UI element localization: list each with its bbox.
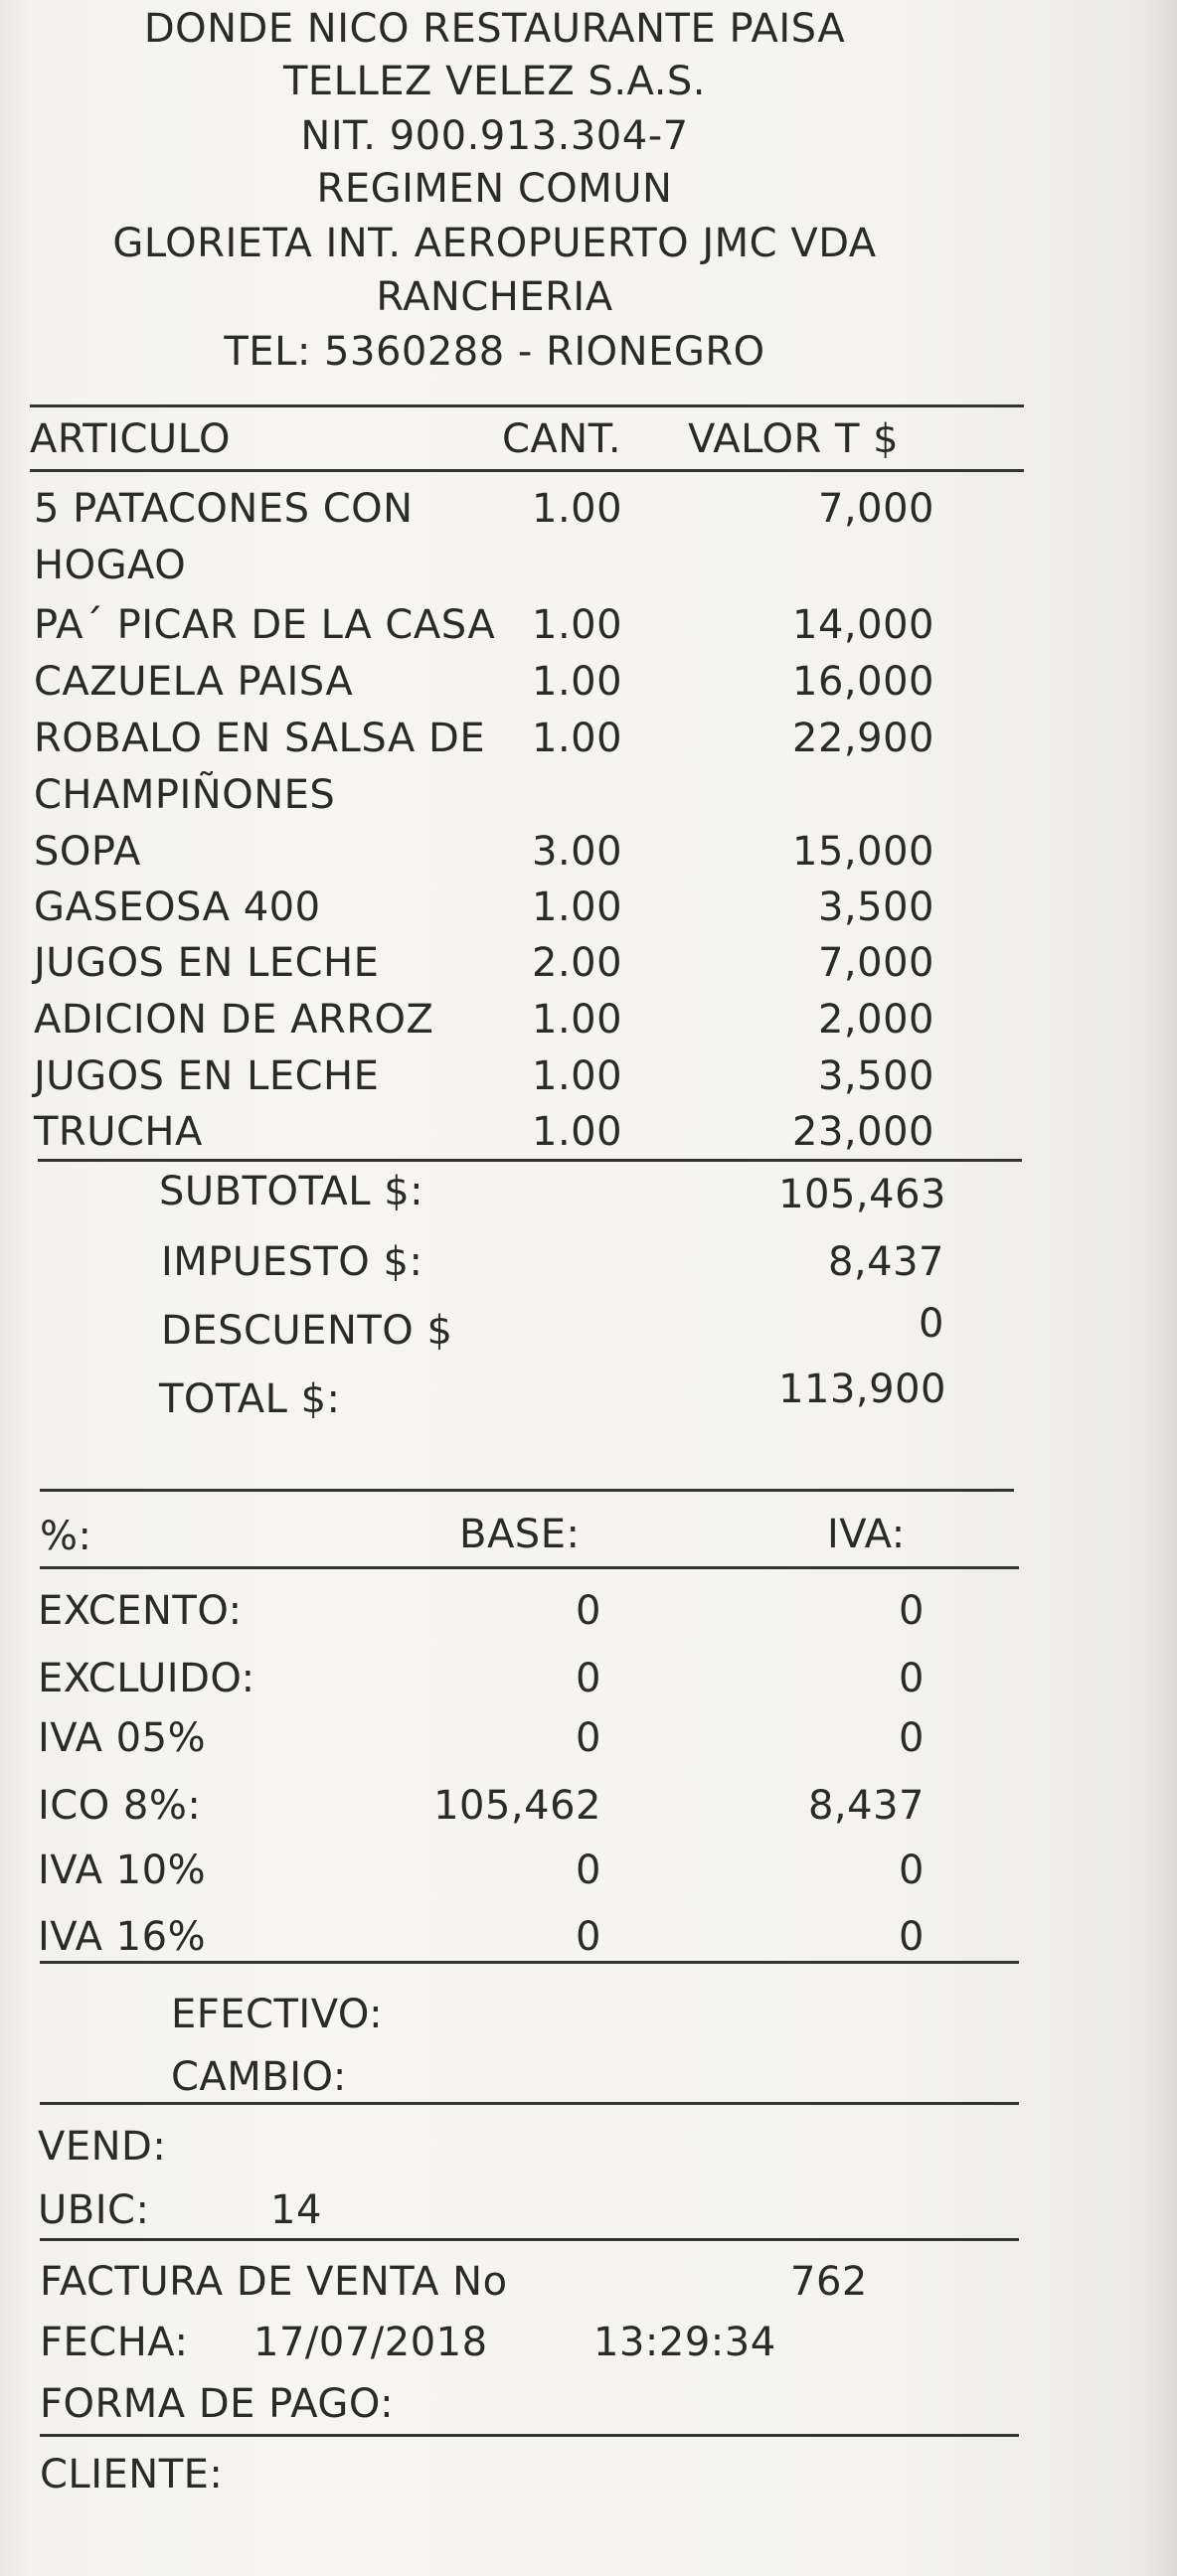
item-qty: 1.00 — [532, 1109, 623, 1155]
item-qty: 1.00 — [532, 602, 623, 648]
item-qty: 1.00 — [532, 716, 623, 761]
item-name: CAZUELA PAISA — [34, 659, 354, 705]
invoice-label: FACTURA DE VENTA No — [40, 2259, 508, 2305]
item-name-cont: CHAMPIÑONES — [34, 772, 336, 818]
item-qty: 1.00 — [532, 1053, 623, 1099]
item-name: JUGOS EN LECHE — [34, 940, 380, 986]
item-value: 22,900 — [792, 716, 934, 761]
item-qty: 2.00 — [532, 940, 623, 986]
tax-row-label: IVA 05% — [38, 1715, 207, 1761]
tax-row-base: 0 — [576, 1656, 601, 1701]
item-qty: 1.00 — [532, 885, 623, 930]
date-label: FECHA: — [40, 2320, 189, 2365]
divider — [38, 1159, 1022, 1162]
tax-col-base: BASE: — [459, 1512, 581, 1557]
tax-row-base: 105,462 — [433, 1783, 601, 1829]
item-name: PA´ PICAR DE LA CASA — [34, 602, 496, 648]
seller-label: VEND: — [38, 2124, 167, 2170]
divider — [40, 1489, 1014, 1492]
tax-row-base: 0 — [576, 1848, 601, 1893]
item-value: 15,000 — [792, 829, 934, 875]
divider — [40, 2434, 1019, 2437]
invoice-number: 762 — [790, 2259, 868, 2305]
tax-row-base: 0 — [576, 1914, 601, 1960]
tax-row-iva: 0 — [899, 1588, 925, 1634]
item-name: SOPA — [34, 829, 141, 875]
payment-method-label: FORMA DE PAGO: — [40, 2381, 395, 2427]
column-article: ARTICULO — [30, 416, 232, 462]
divider — [30, 404, 1024, 407]
tax-row-iva: 0 — [899, 1715, 925, 1761]
tax-row-base: 0 — [576, 1715, 601, 1761]
cash-label: EFECTIVO: — [171, 1992, 384, 2037]
item-value: 16,000 — [792, 659, 934, 705]
tax-row-label: IVA 16% — [38, 1914, 207, 1960]
tax-row-label: EXCLUIDO: — [38, 1656, 255, 1701]
tax-row-iva: 0 — [899, 1848, 925, 1893]
total-label: TOTAL $: — [159, 1376, 341, 1422]
item-name: TRUCHA — [34, 1109, 203, 1155]
divider — [40, 1961, 1019, 1964]
tax-col-pct: %: — [40, 1514, 92, 1559]
item-qty: 3.00 — [532, 829, 623, 875]
item-name: 5 PATACONES CON — [34, 486, 414, 532]
item-value: 7,000 — [817, 486, 934, 532]
restaurant-name: DONDE NICO RESTAURANTE PAISA — [143, 6, 846, 52]
total-value: 113,900 — [778, 1367, 946, 1412]
nit: NIT. 900.913.304-7 — [300, 113, 689, 159]
address-line-2: RANCHERIA — [376, 274, 613, 320]
change-label: CAMBIO: — [171, 2054, 347, 2100]
tax-row-base: 0 — [576, 1588, 601, 1634]
item-name: ADICION DE ARROZ — [34, 997, 434, 1043]
column-value: VALOR T $ — [688, 416, 900, 462]
discount-label: DESCUENTO $ — [161, 1308, 453, 1354]
address-line-1: GLORIETA INT. AEROPUERTO JMC VDA — [112, 221, 877, 266]
client-label: CLIENTE: — [40, 2452, 224, 2497]
item-value: 3,500 — [817, 885, 934, 930]
subtotal-label: SUBTOTAL $: — [159, 1169, 424, 1214]
item-name: GASEOSA 400 — [34, 885, 321, 930]
tax-row-iva: 8,437 — [807, 1783, 925, 1829]
location-label: UBIC: — [38, 2187, 150, 2233]
item-value: 3,500 — [817, 1053, 934, 1099]
tax-col-iva: IVA: — [827, 1512, 906, 1557]
date-value: 17/07/2018 — [253, 2320, 488, 2365]
tax-row-iva: 0 — [899, 1914, 925, 1960]
tax-row-label: ICO 8%: — [38, 1783, 202, 1829]
tax-label: IMPUESTO $: — [161, 1239, 423, 1285]
column-qty: CANT. — [502, 416, 622, 462]
location-value: 14 — [270, 2187, 322, 2233]
item-qty: 1.00 — [532, 486, 623, 532]
divider — [30, 469, 1024, 472]
item-value: 7,000 — [817, 940, 934, 986]
tax-regime: REGIMEN COMUN — [316, 166, 673, 212]
item-value: 23,000 — [792, 1109, 934, 1155]
item-name: JUGOS EN LECHE — [34, 1053, 380, 1099]
divider — [40, 2238, 1019, 2241]
tax-row-iva: 0 — [899, 1656, 925, 1701]
tax-row-label: EXCENTO: — [38, 1588, 243, 1634]
phone: TEL: 5360288 - RIONEGRO — [224, 329, 765, 375]
item-qty: 1.00 — [532, 659, 623, 705]
tax-row-label: IVA 10% — [38, 1848, 207, 1893]
item-name-cont: HOGAO — [34, 543, 187, 588]
item-qty: 1.00 — [532, 997, 623, 1043]
divider — [40, 1566, 1019, 1569]
discount-value: 0 — [919, 1301, 944, 1347]
time-value: 13:29:34 — [593, 2320, 776, 2365]
item-name: ROBALO EN SALSA DE — [34, 716, 486, 761]
divider — [40, 2102, 1019, 2105]
subtotal-value: 105,463 — [778, 1172, 946, 1217]
company-name: TELLEZ VELEZ S.A.S. — [282, 59, 707, 104]
item-value: 14,000 — [792, 602, 934, 648]
item-value: 2,000 — [817, 997, 934, 1043]
tax-value: 8,437 — [827, 1239, 944, 1285]
